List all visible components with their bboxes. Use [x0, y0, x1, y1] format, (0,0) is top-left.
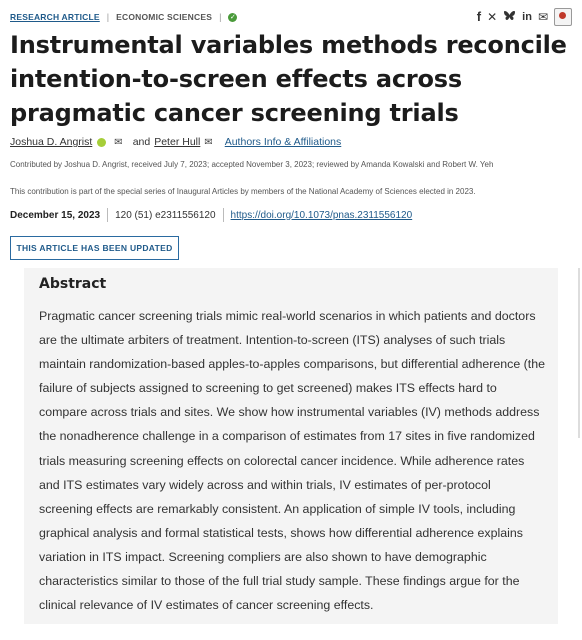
category-separator: |: [106, 12, 110, 22]
abstract-panel: [24, 268, 558, 624]
category-separator: |: [219, 12, 222, 22]
article-topbar: [10, 10, 572, 24]
author-link-hull[interactable]: Peter Hull: [154, 136, 201, 148]
divider: [223, 208, 224, 222]
mail-icon[interactable]: ✉: [537, 10, 548, 24]
email-icon[interactable]: ✉: [204, 136, 213, 148]
facebook-icon[interactable]: f: [476, 9, 482, 24]
category-research-article-link[interactable]: RESEARCH ARTICLE: [10, 12, 100, 22]
pnas-logo-icon[interactable]: [554, 8, 572, 26]
abstract-heading: Abstract: [39, 276, 107, 292]
doi-link[interactable]: https://doi.org/10.1073/pnas.2311556120: [230, 209, 413, 221]
linkedin-icon[interactable]: in: [522, 11, 532, 23]
article-updated-button[interactable]: THIS ARTICLE HAS BEEN UPDATED: [10, 236, 179, 260]
x-icon[interactable]: ✕: [487, 10, 498, 24]
bluesky-icon[interactable]: [503, 10, 516, 24]
open-access-check-icon: ✓: [230, 13, 236, 21]
publication-date: December 15, 2023: [10, 209, 101, 221]
divider: [107, 208, 108, 222]
authors-affiliations-link[interactable]: Authors Info & Affiliations: [224, 136, 342, 148]
series-note: This contribution is part of the special series of Inaugural Articles by members of the National Academy of Sciences elected in 2023.: [10, 187, 476, 196]
contribution-info: Contributed by Joshua D. Angrist, received July 7, 2023; accepted November 3, 2023; reviewed by Amanda Kowalski and Robert W. Yeh: [10, 160, 494, 169]
orcid-icon[interactable]: [97, 138, 106, 147]
publication-line: [10, 208, 412, 222]
article-title: Instrumental variables methods reconcile intention-to-screen effects across pragmatic cancer screening trials: [10, 31, 567, 127]
citation: 120 (51) e2311556120: [115, 209, 216, 221]
author-list: [10, 136, 341, 148]
abstract-text: Pragmatic cancer screening trials mimic real-world scenarios in which patients and doctors are the ultimate arbiters of treatment. Intention-to-screen (ITS) analyses of such trials maintain randomization-based apples-to-apples comparisons, but differential adherence (the failure of subjects assigned to screening to get screened) makes ITS effects hard to compare across trials and sites. We show how instrumental variables (IV) methods address the nonadherence challenge in a comparison of estimates from 17 sites in five randomized trials measuring screening effects on colorectal cancer incidence. While adherence rates and ITS estimates vary widely across and within trials, IV estimates of per-protocol screening effects are remarkably consistent. An application of simple IV tools, including graphical analysis and formal statistical tests, shows how differential adherence explains variation in ITS impact. Screening compliers are also shown to have demographic characteristics similar to those of the full trial study sample. These findings argue for the clinical relevance of IV estimates of cancer screening effects.: [39, 309, 546, 613]
category-economic-sciences[interactable]: ECONOMIC SCIENCES: [116, 12, 213, 22]
email-icon[interactable]: ✉: [114, 136, 123, 148]
scrollbar-track[interactable]: [578, 268, 580, 438]
author-link-angrist[interactable]: Joshua D. Angrist: [10, 136, 93, 148]
share-toolbar: [477, 8, 572, 26]
author-joiner: and: [132, 136, 151, 148]
